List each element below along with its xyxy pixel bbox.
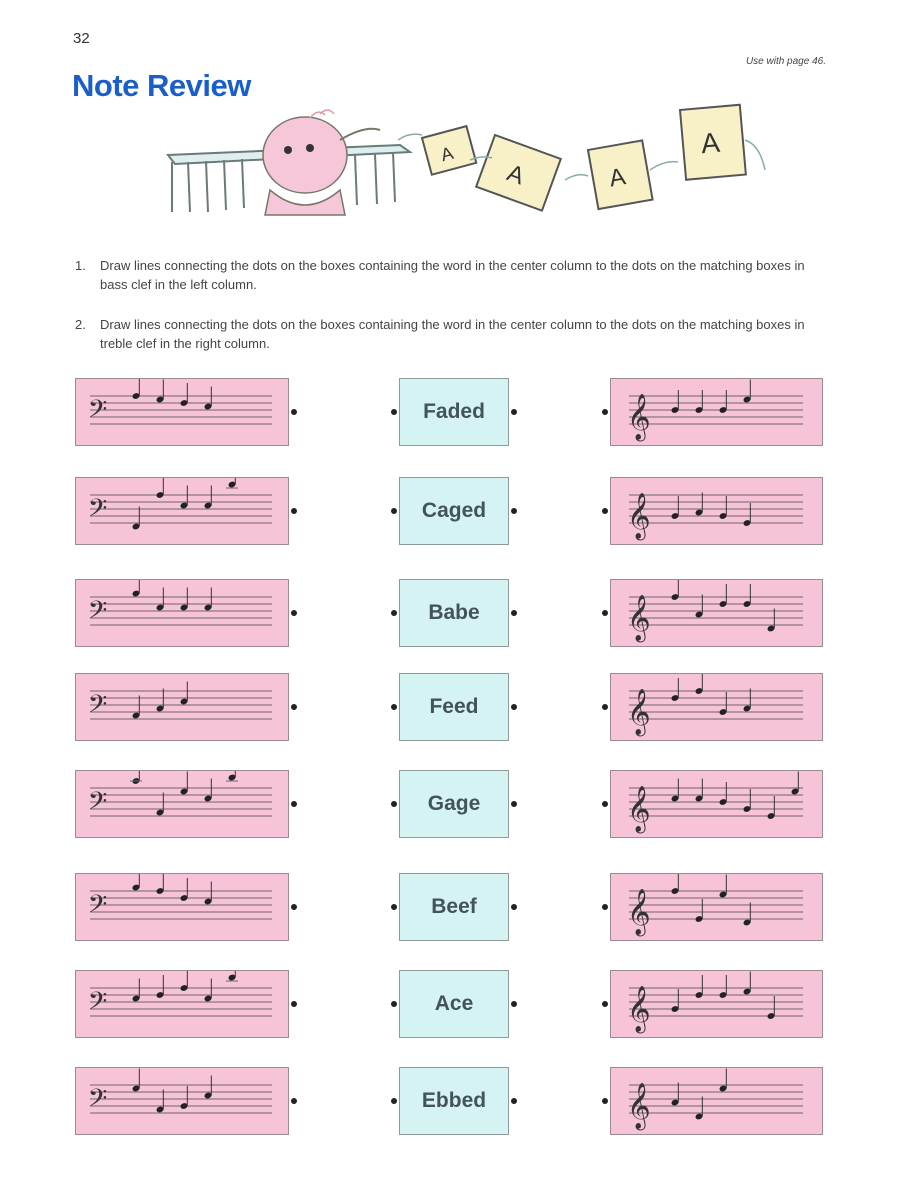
note bbox=[695, 975, 704, 999]
connect-dot[interactable] bbox=[291, 1001, 297, 1007]
note bbox=[719, 692, 728, 716]
treble-clef-box bbox=[610, 970, 823, 1038]
note bbox=[719, 496, 728, 520]
connect-dot[interactable] bbox=[291, 704, 297, 710]
word-box bbox=[399, 1067, 509, 1135]
note bbox=[743, 380, 752, 404]
note bbox=[743, 584, 752, 608]
treble-staff bbox=[611, 971, 823, 1037]
note bbox=[767, 609, 776, 633]
bass-staff bbox=[76, 580, 288, 646]
connect-dot[interactable] bbox=[602, 1001, 608, 1007]
flying-card-icon bbox=[588, 140, 653, 209]
note bbox=[695, 1097, 704, 1121]
treble-staff bbox=[611, 379, 823, 445]
treble-staff bbox=[611, 580, 823, 646]
connect-dot[interactable] bbox=[511, 801, 517, 807]
bass-clef-box bbox=[75, 873, 289, 941]
note bbox=[132, 874, 141, 891]
word-label: Beef bbox=[431, 895, 477, 918]
note bbox=[226, 771, 238, 781]
note bbox=[695, 674, 704, 695]
instruction-text: Draw lines connecting the dots on the boxes containing the word in the center column to the dots on the matching boxes in treble clef in the right column. bbox=[100, 317, 805, 351]
treble-clef-box bbox=[610, 378, 823, 446]
treble-staff bbox=[611, 771, 823, 837]
note bbox=[695, 779, 704, 803]
connect-dot[interactable] bbox=[602, 801, 608, 807]
bass-clef-icon: 𝄢 bbox=[88, 890, 108, 925]
bass-staff bbox=[76, 379, 288, 445]
svg-text:A: A bbox=[699, 126, 721, 160]
note bbox=[671, 779, 680, 803]
note bbox=[180, 682, 189, 706]
bass-clef-icon: 𝄢 bbox=[88, 395, 108, 430]
note bbox=[226, 971, 238, 981]
note bbox=[156, 975, 165, 999]
note bbox=[743, 689, 752, 713]
note bbox=[719, 584, 728, 608]
treble-clef-icon: 𝄞 bbox=[627, 595, 651, 641]
bass-staff bbox=[76, 874, 288, 940]
word-box bbox=[399, 378, 509, 446]
bass-clef-box bbox=[75, 579, 289, 647]
baby-icon bbox=[263, 110, 380, 215]
note bbox=[743, 789, 752, 813]
word-box bbox=[399, 477, 509, 545]
note bbox=[130, 771, 142, 785]
treble-clef-box bbox=[610, 477, 823, 545]
note bbox=[671, 1083, 680, 1107]
note bbox=[132, 580, 141, 597]
connect-dot[interactable] bbox=[291, 904, 297, 910]
connect-dot[interactable] bbox=[602, 508, 608, 514]
word-label: Ace bbox=[434, 992, 474, 1015]
connect-dot[interactable] bbox=[291, 409, 297, 415]
note bbox=[180, 588, 189, 612]
page-title: Note Review bbox=[72, 68, 251, 103]
connect-dot[interactable] bbox=[511, 610, 517, 616]
svg-text:A: A bbox=[607, 163, 628, 193]
note bbox=[156, 1090, 165, 1114]
treble-clef-icon: 𝄞 bbox=[627, 689, 651, 735]
svg-text:A: A bbox=[503, 159, 528, 191]
note bbox=[671, 496, 680, 520]
note bbox=[719, 390, 728, 414]
treble-clef-box bbox=[610, 1067, 823, 1135]
connect-dot[interactable] bbox=[511, 904, 517, 910]
page-number: 32 bbox=[73, 30, 90, 47]
word-box bbox=[399, 579, 509, 647]
note bbox=[671, 390, 680, 414]
connect-dot[interactable] bbox=[511, 1001, 517, 1007]
note bbox=[695, 390, 704, 414]
treble-clef-box bbox=[610, 770, 823, 838]
bass-staff bbox=[76, 674, 288, 740]
note bbox=[767, 996, 776, 1020]
note bbox=[204, 486, 213, 510]
bass-clef-icon: 𝄢 bbox=[88, 690, 108, 725]
note bbox=[180, 971, 189, 992]
instruction-number: 1. bbox=[75, 258, 86, 273]
connect-dot[interactable] bbox=[391, 508, 397, 514]
bass-clef-box bbox=[75, 770, 289, 838]
bass-clef-box bbox=[75, 673, 289, 741]
note bbox=[695, 493, 704, 517]
treble-clef-icon: 𝄞 bbox=[627, 1083, 651, 1129]
note bbox=[132, 1069, 141, 1093]
bass-clef-icon: 𝄢 bbox=[88, 787, 108, 822]
treble-staff bbox=[611, 1068, 823, 1134]
word-label: Ebbed bbox=[421, 1089, 487, 1112]
note bbox=[719, 1069, 728, 1093]
bass-staff bbox=[76, 771, 288, 837]
note bbox=[719, 975, 728, 999]
note bbox=[180, 383, 189, 407]
note bbox=[156, 478, 165, 499]
note bbox=[671, 989, 680, 1013]
connect-dot[interactable] bbox=[391, 801, 397, 807]
connect-dot[interactable] bbox=[291, 1098, 297, 1104]
flying-card-icon bbox=[680, 105, 746, 180]
instruction-text: Draw lines connecting the dots on the boxes containing the word in the center column to the dots on the matching boxes in bass clef in the left column. bbox=[100, 258, 805, 292]
treble-clef-icon: 𝄞 bbox=[627, 394, 651, 440]
word-box bbox=[399, 873, 509, 941]
note bbox=[132, 979, 141, 1003]
note bbox=[180, 878, 189, 902]
treble-staff bbox=[611, 478, 823, 544]
note bbox=[695, 899, 704, 923]
treble-staff bbox=[611, 874, 823, 940]
connect-dot[interactable] bbox=[291, 610, 297, 616]
word-label: Gage bbox=[427, 792, 481, 815]
note bbox=[204, 588, 213, 612]
note bbox=[226, 478, 238, 488]
note bbox=[719, 782, 728, 806]
flying-card-icon bbox=[476, 135, 561, 211]
connect-dot[interactable] bbox=[291, 508, 297, 514]
bass-clef-icon: 𝄢 bbox=[88, 494, 108, 529]
treble-clef-box bbox=[610, 579, 823, 647]
note bbox=[743, 903, 752, 927]
note bbox=[180, 486, 189, 510]
word-box bbox=[399, 770, 509, 838]
note bbox=[132, 379, 141, 400]
note bbox=[791, 772, 800, 796]
bass-staff bbox=[76, 478, 288, 544]
instruction-1 bbox=[75, 256, 815, 294]
connect-dot[interactable] bbox=[602, 409, 608, 415]
bass-clef-box bbox=[75, 477, 289, 545]
note bbox=[204, 1076, 213, 1100]
note bbox=[695, 595, 704, 619]
note bbox=[204, 882, 213, 906]
treble-clef-icon: 𝄞 bbox=[627, 493, 651, 539]
note bbox=[204, 779, 213, 803]
treble-clef-box bbox=[610, 873, 823, 941]
connect-dot[interactable] bbox=[391, 704, 397, 710]
note bbox=[767, 796, 776, 820]
connect-dot[interactable] bbox=[511, 409, 517, 415]
word-box bbox=[399, 673, 509, 741]
use-with-note: Use with page 46. bbox=[745, 56, 826, 67]
word-label: Feed bbox=[429, 695, 479, 718]
word-label: Babe bbox=[428, 601, 480, 624]
bass-clef-box bbox=[75, 378, 289, 446]
bass-clef-icon: 𝄢 bbox=[88, 596, 108, 631]
connect-dot[interactable] bbox=[391, 1098, 397, 1104]
treble-staff bbox=[611, 674, 823, 740]
treble-clef-box bbox=[610, 673, 823, 741]
connect-dot[interactable] bbox=[511, 704, 517, 710]
word-label: Faded bbox=[423, 400, 485, 423]
treble-clef-icon: 𝄞 bbox=[627, 786, 651, 832]
word-label: Caged bbox=[421, 499, 487, 522]
note bbox=[671, 580, 680, 601]
baby-crib-cards-illustration bbox=[160, 100, 770, 225]
note bbox=[671, 874, 680, 895]
note bbox=[156, 380, 165, 404]
bass-staff bbox=[76, 971, 288, 1037]
bass-clef-box bbox=[75, 1067, 289, 1135]
note bbox=[156, 689, 165, 713]
bass-staff bbox=[76, 1068, 288, 1134]
connect-dot[interactable] bbox=[511, 508, 517, 514]
note bbox=[156, 588, 165, 612]
note bbox=[132, 507, 141, 531]
connect-dot[interactable] bbox=[602, 610, 608, 616]
note bbox=[180, 1086, 189, 1110]
connect-dot[interactable] bbox=[391, 610, 397, 616]
connect-dot[interactable] bbox=[511, 1098, 517, 1104]
note bbox=[156, 793, 165, 817]
flying-card-icon bbox=[422, 126, 476, 175]
svg-text:A: A bbox=[438, 142, 456, 166]
bass-clef-icon: 𝄢 bbox=[88, 987, 108, 1022]
connect-dot[interactable] bbox=[602, 704, 608, 710]
connect-dot[interactable] bbox=[602, 1098, 608, 1104]
instruction-number: 2. bbox=[75, 317, 86, 332]
connect-dot[interactable] bbox=[291, 801, 297, 807]
instruction-2 bbox=[75, 315, 815, 353]
note bbox=[719, 875, 728, 899]
note bbox=[743, 503, 752, 527]
note bbox=[156, 874, 165, 895]
note bbox=[180, 772, 189, 796]
bass-clef-icon: 𝄢 bbox=[88, 1084, 108, 1119]
note bbox=[204, 979, 213, 1003]
connect-dot[interactable] bbox=[391, 904, 397, 910]
bass-clef-box bbox=[75, 970, 289, 1038]
word-box bbox=[399, 970, 509, 1038]
note bbox=[204, 387, 213, 411]
note bbox=[671, 678, 680, 702]
note bbox=[743, 972, 752, 996]
connect-dot[interactable] bbox=[391, 1001, 397, 1007]
connect-dot[interactable] bbox=[602, 904, 608, 910]
connect-dot[interactable] bbox=[391, 409, 397, 415]
treble-clef-icon: 𝄞 bbox=[627, 889, 651, 935]
treble-clef-icon: 𝄞 bbox=[627, 986, 651, 1032]
note bbox=[132, 696, 141, 720]
